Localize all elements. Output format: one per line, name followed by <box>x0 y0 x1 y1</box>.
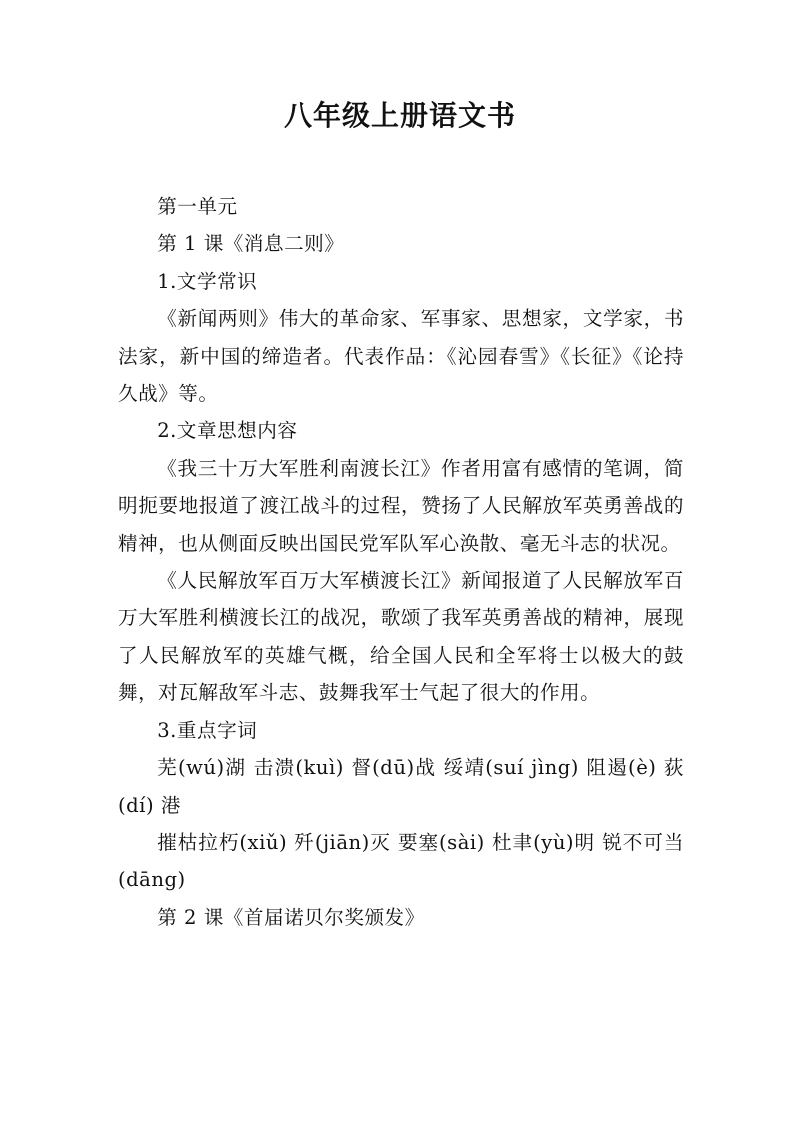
unit-heading: 第一单元 <box>157 195 238 218</box>
vocabulary-line: 摧枯拉朽(xiǔ) 歼(jiān)灭 要塞(sài) 杜聿(yù)明 锐不可当(dāng) <box>118 830 684 892</box>
section-heading: 1.文学常识 <box>157 269 258 293</box>
body-paragraph: 《人民解放军百万大军横渡长江》新闻报道了人民解放军百万大军胜利横渡长江的战况，歌颂了我军英勇善战的精神，展现了人民解放军的英雄气概，给全国人民和全军将士以极大的鼓舞，对瓦解敌军斗志、鼓舞我军士气起了很大的作用。 <box>118 569 684 705</box>
body-paragraph: 《我三十万大军胜利南渡长江》作者用富有感情的笔调，简明扼要地报道了渡江战斗的过程，赞扬了人民解放军英勇善战的精神，也从侧面反映出国民党军队军心涣散、毫无斗志的状况。 <box>118 456 684 555</box>
section-heading: 3.重点字词 <box>157 718 258 742</box>
document-body <box>118 188 684 936</box>
section-heading: 2.文章思想内容 <box>157 419 298 443</box>
lesson-heading: 第 1 课《消息二则》 <box>157 232 345 256</box>
body-paragraph: 《新闻两则》伟大的革命家、军事家、思想家，文学家，书法家，新中国的缔造者。代表作品：《沁园春雪》《长征》《论持久战》等。 <box>118 307 684 406</box>
lesson-heading: 第 2 课《首届诺贝尔奖颁发》 <box>157 905 425 929</box>
vocabulary-line: 芜(wú)湖 击溃(kuì) 督(dū)战 绥靖(suí jìng) 阻遏(è) 荻(dí) 港 <box>118 756 684 817</box>
document-title: 八年级上册语文书 <box>283 99 516 132</box>
